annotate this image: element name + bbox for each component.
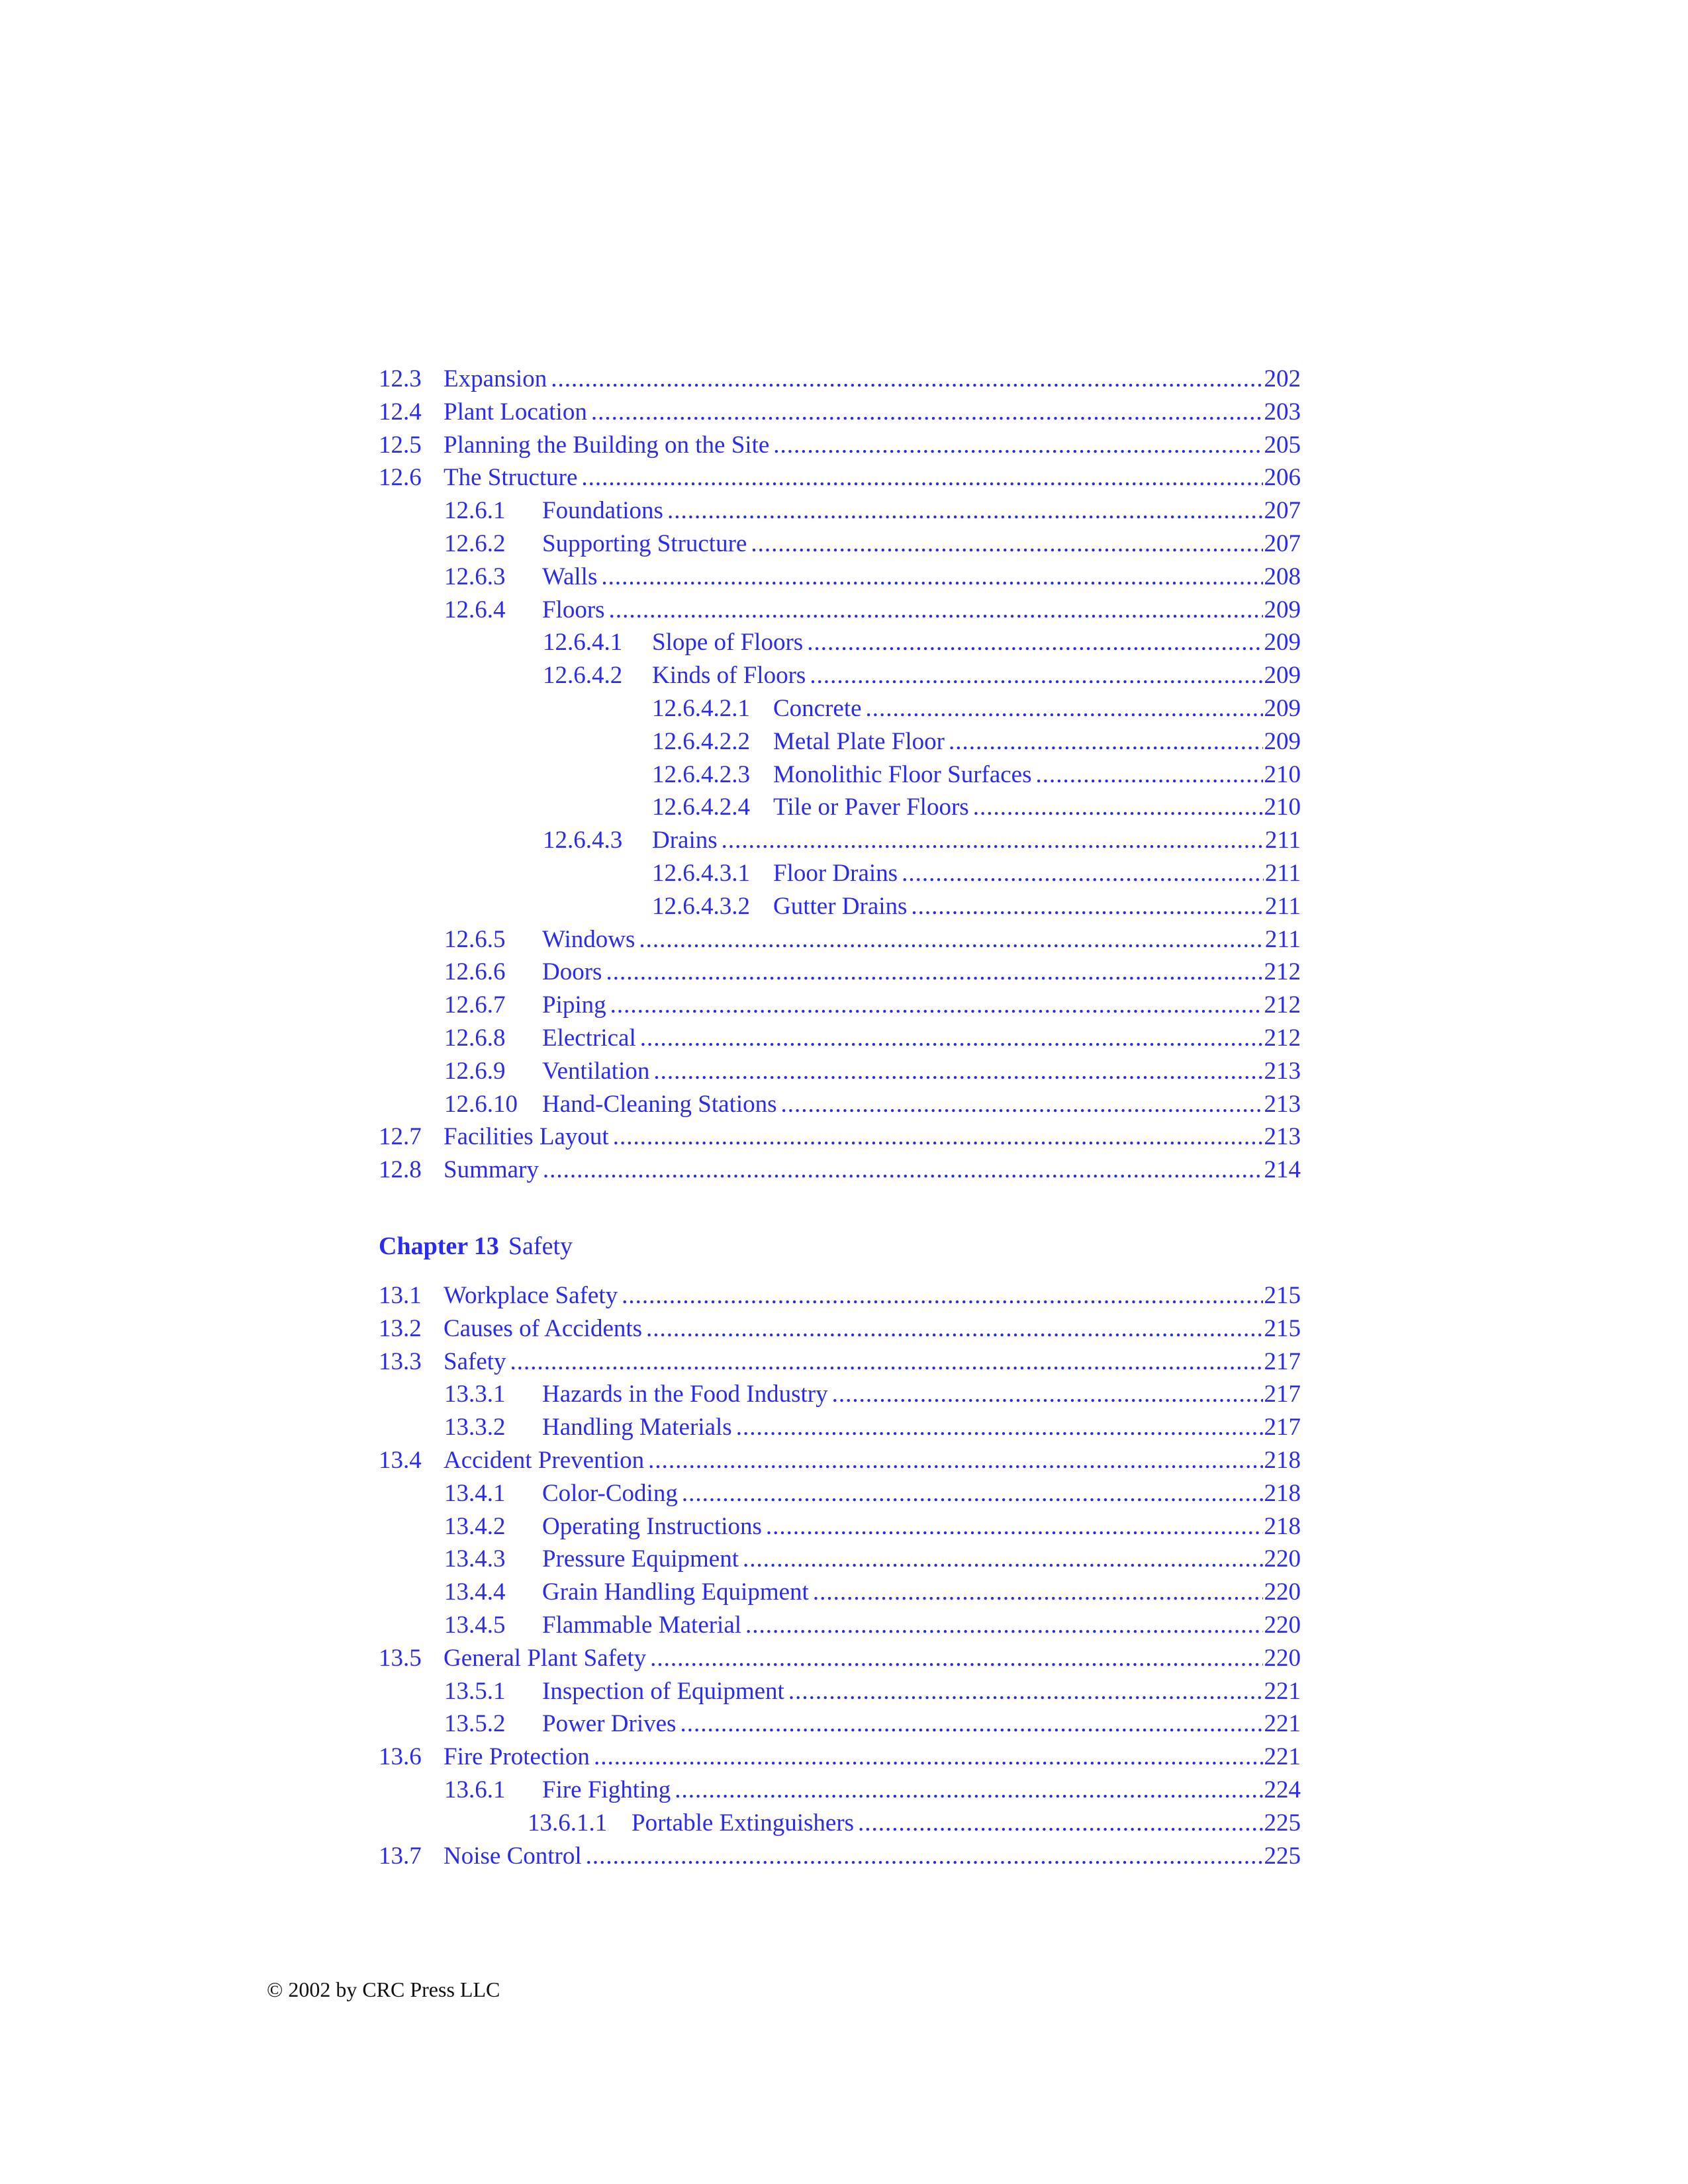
toc-entry-title: Color-Coding (542, 1479, 678, 1507)
toc-entry-title: Flammable Material (542, 1611, 742, 1639)
toc-entry-number: 13.4.4 (444, 1578, 506, 1606)
toc-entry-title: Metal Plate Floor (773, 727, 945, 755)
toc-entry[interactable] (379, 1741, 1301, 1774)
toc-entry-page-number: 220 (1264, 1611, 1301, 1639)
toc-entry-title: Doors (542, 958, 602, 986)
dot-leader (667, 494, 1263, 527)
toc-entry-number: 13.3.1 (444, 1381, 506, 1408)
dot-leader (902, 857, 1264, 890)
toc-entry-number: 13.4.3 (444, 1545, 506, 1573)
toc-entry-page-number: 210 (1264, 760, 1301, 788)
toc-entry[interactable] (379, 1510, 1301, 1543)
toc-entry[interactable] (379, 1707, 1301, 1741)
toc-entry-number: 13.5.2 (444, 1710, 506, 1738)
toc-entry-page-number: 202 (1264, 365, 1301, 392)
toc-entry-number: 12.6.4.2.1 (652, 694, 750, 722)
toc-entry-number: 12.6.10 (444, 1090, 518, 1118)
toc-entry-title: Concrete (773, 694, 862, 722)
toc-entry-title: Planning the Building on the Site (444, 431, 770, 459)
toc-entry-title: Portable Extinguishers (632, 1809, 855, 1837)
toc-entry-page-number: 221 (1264, 1743, 1301, 1771)
toc-entry[interactable] (379, 692, 1301, 725)
toc-entry-number: 12.8 (379, 1156, 422, 1184)
toc-entry-title: Pressure Equipment (542, 1545, 739, 1573)
toc-entry-number: 12.6.4.2.4 (652, 794, 750, 821)
toc-entry-number: 13.4.2 (444, 1512, 506, 1540)
dot-leader (781, 1088, 1263, 1121)
toc-entry-page-number: 225 (1264, 1809, 1301, 1837)
toc-entry[interactable] (379, 824, 1301, 857)
toc-entry[interactable] (379, 1807, 1301, 1840)
toc-entry-title: Workplace Safety (444, 1282, 618, 1309)
toc-entry-number: 12.6.4.2 (543, 662, 623, 690)
dot-leader (640, 1022, 1263, 1055)
dot-leader (680, 1707, 1262, 1741)
toc-entry-page-number: 217 (1264, 1347, 1301, 1375)
dot-leader (591, 396, 1263, 429)
dot-leader (743, 1543, 1263, 1576)
dot-leader (639, 923, 1264, 956)
dot-leader (675, 1774, 1262, 1807)
toc-section-13-entries (379, 1279, 1301, 1872)
dot-leader (609, 594, 1263, 627)
toc-entry-page-number: 214 (1264, 1156, 1301, 1184)
toc-entry-title: Foundations (542, 497, 663, 525)
toc-entry-number: 12.6.5 (444, 925, 506, 953)
toc-entry-number: 13.4.5 (444, 1611, 506, 1639)
copyright-footer: © 2002 by CRC Press LLC (267, 1978, 500, 2001)
toc-entry[interactable] (379, 1840, 1301, 1873)
dot-leader (745, 1609, 1262, 1642)
toc-entry[interactable] (379, 1055, 1301, 1088)
toc-entry-page-number: 211 (1264, 925, 1301, 953)
toc-entry-title: Facilities Layout (444, 1123, 609, 1151)
toc-entry-page-number: 210 (1264, 794, 1301, 821)
toc-entry-page-number: 224 (1264, 1776, 1301, 1803)
toc-entry-page-number: 212 (1264, 1024, 1301, 1052)
dot-leader (650, 1642, 1262, 1675)
toc-entry-title: Tile or Paver Floors (773, 794, 969, 821)
toc-entry[interactable] (379, 1609, 1301, 1642)
toc-entry-number: 13.6.1.1 (528, 1809, 608, 1837)
toc-entry-title: Piping (542, 991, 606, 1019)
toc-entry-page-number: 213 (1264, 1123, 1301, 1151)
toc-entry[interactable] (379, 989, 1301, 1022)
toc-entry[interactable] (379, 363, 1301, 396)
toc-entry-title: Plant Location (444, 398, 587, 426)
toc-entry[interactable] (379, 1378, 1301, 1411)
dot-leader (911, 890, 1263, 923)
toc-entry[interactable] (379, 1154, 1301, 1187)
toc-entry-title: Summary (444, 1156, 539, 1184)
toc-entry-page-number: 218 (1264, 1479, 1301, 1507)
toc-entry-number: 13.5 (379, 1644, 422, 1672)
toc-entry-title: Grain Handling Equipment (542, 1578, 809, 1606)
toc-entry-number: 12.6.8 (444, 1024, 506, 1052)
toc-entry-number: 12.3 (379, 365, 422, 392)
chapter-title: Safety (508, 1232, 573, 1260)
toc-entry-page-number: 217 (1264, 1381, 1301, 1408)
toc-entry-number: 13.4.1 (444, 1479, 506, 1507)
toc-entry-title: The Structure (444, 464, 578, 492)
dot-leader (543, 1154, 1263, 1187)
toc-entry[interactable] (379, 1675, 1301, 1708)
toc-entry-number: 13.1 (379, 1282, 422, 1309)
toc-entry-page-number: 209 (1264, 662, 1301, 690)
toc-entry-title: Operating Instructions (542, 1512, 762, 1540)
dot-leader (601, 561, 1262, 594)
dot-leader (594, 1741, 1263, 1774)
dot-leader (510, 1345, 1263, 1379)
dot-leader (722, 824, 1264, 857)
toc-entry-number: 12.6.4.3.2 (652, 892, 750, 920)
toc-entry-page-number: 215 (1264, 1314, 1301, 1342)
toc-entry-page-number: 221 (1264, 1710, 1301, 1738)
toc-entry-page-number: 211 (1264, 859, 1301, 887)
toc-entry-title: Fire Fighting (542, 1776, 671, 1803)
toc-entry-title: Noise Control (444, 1842, 582, 1870)
toc-entry[interactable] (379, 1088, 1301, 1121)
toc-entry-page-number: 218 (1264, 1512, 1301, 1540)
toc-entry-number: 12.6.4.3 (543, 827, 623, 854)
toc-entry-page-number: 225 (1264, 1842, 1301, 1870)
dot-leader (949, 725, 1263, 758)
toc-entry-title: Windows (542, 925, 635, 953)
toc-entry-number: 12.6.4.1 (543, 629, 623, 657)
dot-leader (648, 1444, 1262, 1477)
toc-entry-number: 12.6.4.2.3 (652, 760, 750, 788)
toc-entry[interactable] (379, 890, 1301, 923)
toc-entry[interactable] (379, 1345, 1301, 1379)
toc-entry[interactable] (379, 594, 1301, 627)
dot-leader (866, 692, 1263, 725)
dot-leader (606, 956, 1262, 989)
toc-entry-page-number: 221 (1264, 1677, 1301, 1705)
toc-section-12-entries (379, 363, 1301, 1187)
toc-entry-page-number: 211 (1264, 827, 1301, 854)
toc-entry[interactable] (379, 1774, 1301, 1807)
dot-leader (610, 989, 1263, 1022)
toc-entry-title: Expansion (444, 365, 547, 392)
toc-entry[interactable] (379, 923, 1301, 956)
toc-entry[interactable] (379, 429, 1301, 462)
toc-entry-number: 13.3 (379, 1347, 422, 1375)
toc-entry-page-number: 209 (1264, 727, 1301, 755)
toc-entry-title: Hazards in the Food Industry (542, 1381, 828, 1408)
dot-leader (581, 461, 1262, 494)
toc-entry-title: Drains (652, 827, 718, 854)
toc-entry-number: 12.6.7 (444, 991, 506, 1019)
toc-entry-number: 12.6 (379, 464, 422, 492)
toc-entry[interactable] (379, 1120, 1301, 1154)
dot-leader (788, 1675, 1263, 1708)
toc-entry[interactable] (379, 1576, 1301, 1609)
toc-entry-number: 12.5 (379, 431, 422, 459)
toc-entry-title: Slope of Floors (652, 629, 804, 657)
toc-entry-page-number: 207 (1264, 529, 1301, 557)
toc-entry-title: Causes of Accidents (444, 1314, 643, 1342)
toc-entry[interactable] (379, 494, 1301, 527)
toc-entry-page-number: 208 (1264, 563, 1301, 590)
toc-entry-title: Power Drives (542, 1710, 677, 1738)
dot-leader (613, 1120, 1263, 1154)
toc-entry-number: 12.6.1 (444, 497, 506, 525)
dot-leader (551, 363, 1262, 396)
toc-entry[interactable] (379, 725, 1301, 758)
toc-entry-number: 12.6.9 (444, 1057, 506, 1085)
toc-entry[interactable] (379, 527, 1301, 561)
toc-entry[interactable] (379, 857, 1301, 890)
dot-leader (736, 1411, 1263, 1444)
toc-entry-title: Inspection of Equipment (542, 1677, 784, 1705)
toc-entry-number: 12.6.3 (444, 563, 506, 590)
toc-entry-title: Supporting Structure (542, 529, 747, 557)
toc-entry-number: 12.7 (379, 1123, 422, 1151)
toc-entry-page-number: 217 (1264, 1414, 1301, 1441)
dot-leader (813, 1576, 1263, 1609)
chapter-13-heading[interactable] (379, 1230, 573, 1263)
toc-entry-title: Floor Drains (773, 859, 898, 887)
toc-entry[interactable] (379, 561, 1301, 594)
toc-entry-title: Electrical (542, 1024, 636, 1052)
dot-leader (807, 626, 1262, 659)
toc-entry-page-number: 207 (1264, 497, 1301, 525)
toc-entry[interactable] (379, 1543, 1301, 1576)
toc-entry-page-number: 215 (1264, 1282, 1301, 1309)
toc-entry-number: 12.6.4 (444, 596, 506, 623)
dot-leader (646, 1312, 1262, 1345)
chapter-label: Chapter 13 (379, 1232, 499, 1260)
toc-entry-title: Floors (542, 596, 605, 623)
toc-entry-page-number: 209 (1264, 694, 1301, 722)
dot-leader (766, 1510, 1263, 1543)
toc-entry-number: 12.6.6 (444, 958, 506, 986)
toc-entry[interactable] (379, 461, 1301, 494)
toc-entry-page-number: 220 (1264, 1644, 1301, 1672)
dot-leader (622, 1279, 1262, 1312)
toc-entry-title: Hand-Cleaning Stations (542, 1090, 777, 1118)
toc-entry-page-number: 220 (1264, 1545, 1301, 1573)
dot-leader (858, 1807, 1262, 1840)
toc-entry-page-number: 212 (1264, 958, 1301, 986)
toc-entry-page-number: 205 (1264, 431, 1301, 459)
toc-entry[interactable] (379, 659, 1301, 692)
dot-leader (653, 1055, 1262, 1088)
dot-leader (973, 791, 1263, 824)
toc-entry-number: 13.2 (379, 1314, 422, 1342)
dot-leader (751, 527, 1262, 561)
toc-entry-page-number: 213 (1264, 1090, 1301, 1118)
toc-entry-number: 12.6.4.3.1 (652, 859, 750, 887)
dot-leader (586, 1840, 1263, 1873)
toc-entry-title: Accident Prevention (444, 1446, 645, 1474)
toc-entry[interactable] (379, 1312, 1301, 1345)
toc-entry-number: 13.7 (379, 1842, 422, 1870)
toc-entry-title: Walls (542, 563, 598, 590)
toc-entry-title: Kinds of Floors (652, 662, 806, 690)
toc-entry-title: General Plant Safety (444, 1644, 647, 1672)
toc-entry-number: 13.3.2 (444, 1414, 506, 1441)
dot-leader (773, 429, 1262, 462)
toc-entry-title: Monolithic Floor Surfaces (773, 760, 1032, 788)
toc-entry-title: Fire Protection (444, 1743, 590, 1771)
dot-leader (810, 659, 1262, 692)
toc-entry-page-number: 212 (1264, 991, 1301, 1019)
toc-entry[interactable] (379, 1411, 1301, 1444)
toc-entry-number: 12.6.2 (444, 529, 506, 557)
toc-entry-page-number: 203 (1264, 398, 1301, 426)
toc-entry[interactable] (379, 791, 1301, 824)
toc-entry-page-number: 213 (1264, 1057, 1301, 1085)
toc-entry-title: Gutter Drains (773, 892, 908, 920)
toc-entry-page-number: 220 (1264, 1578, 1301, 1606)
toc-entry[interactable] (379, 1642, 1301, 1675)
toc-entry-title: Ventilation (542, 1057, 650, 1085)
toc-entry-page-number: 209 (1264, 596, 1301, 623)
dot-leader (832, 1378, 1263, 1411)
dot-leader (1036, 758, 1263, 792)
toc-entry-number: 13.6.1 (444, 1776, 506, 1803)
toc-entry-number: 12.6.4.2.2 (652, 727, 750, 755)
toc-entry-number: 13.4 (379, 1446, 422, 1474)
toc-entry[interactable] (379, 956, 1301, 989)
toc-entry-title: Safety (444, 1347, 506, 1375)
toc-entry-page-number: 211 (1264, 892, 1301, 920)
dot-leader (682, 1477, 1263, 1510)
toc-entry-page-number: 218 (1264, 1446, 1301, 1474)
toc-entry[interactable] (379, 1279, 1301, 1312)
toc-entry[interactable] (379, 1022, 1301, 1055)
toc-entry[interactable] (379, 396, 1301, 429)
toc-entry-page-number: 209 (1264, 629, 1301, 657)
toc-entry-number: 13.6 (379, 1743, 422, 1771)
toc-entry[interactable] (379, 758, 1301, 792)
toc-entry[interactable] (379, 1477, 1301, 1510)
toc-entry-title: Handling Materials (542, 1414, 732, 1441)
toc-entry-number: 12.4 (379, 398, 422, 426)
toc-entry-number: 13.5.1 (444, 1677, 506, 1705)
toc-entry[interactable] (379, 1444, 1301, 1477)
toc-entry-page-number: 206 (1264, 464, 1301, 492)
toc-entry[interactable] (379, 626, 1301, 659)
